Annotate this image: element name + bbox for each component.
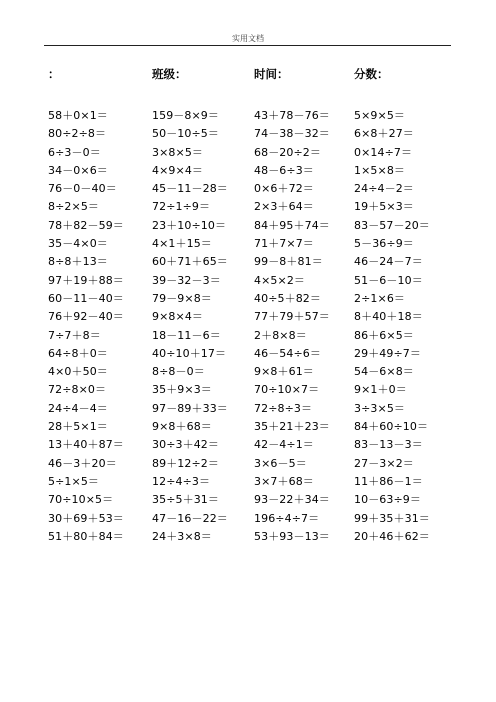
math-problem: 97－89＋33＝ [152,401,228,415]
math-problem: 60－11－40＝ [48,291,124,305]
math-problem: 99－8＋81＝ [254,255,323,269]
math-problem: 9×1＋0＝ [354,383,407,397]
math-problem: 89＋12÷2＝ [152,456,220,470]
problem-row [0,308,496,326]
math-problem: 30＋69＋53＝ [48,511,124,525]
class-field-label: 班级： [152,67,187,81]
math-problem: 3×7＋68＝ [254,474,314,488]
math-problem: 0×14÷7＝ [354,145,413,159]
math-problem: 50－10÷5＝ [152,127,220,141]
math-problem: 27－3×2＝ [354,456,414,470]
math-problem: 20＋46＋62＝ [354,529,430,543]
math-problem: 9×8＋61＝ [254,365,314,379]
math-problem: 84＋95＋74＝ [254,218,330,232]
math-problem: 23＋10÷10＝ [152,218,227,232]
header-rule [44,45,451,46]
math-problem: 35÷5＋31＝ [152,493,220,507]
math-problem: 68－20÷2＝ [254,145,322,159]
problem-row [0,345,496,363]
problem-row [0,272,496,290]
math-problem: 42－4÷1＝ [254,438,314,452]
page-header: 实用文档 [232,34,264,43]
problem-row [0,491,496,509]
math-problem: 54－6×8＝ [354,365,414,379]
math-problem: 46－54÷6＝ [254,346,322,360]
math-problem: 30÷3＋42＝ [152,438,220,452]
math-problem: 86＋6×5＝ [354,328,414,342]
math-problem: 84＋60÷10＝ [354,420,429,434]
math-problem: 72÷8×0＝ [48,383,107,397]
problem-row [0,217,496,235]
math-problem: 74－38－32＝ [254,127,330,141]
math-problem: 76＋92－40＝ [48,310,124,324]
time-field-label: 时间： [254,67,289,81]
math-problem: 7÷7＋8＝ [48,328,101,342]
problem-row [0,253,496,271]
math-problem: 9×8＋68＝ [152,420,212,434]
math-problem: 4×1＋15＝ [152,237,212,251]
math-problem: 24÷4－2＝ [354,182,414,196]
math-problem: 5－36÷9＝ [354,237,414,251]
problem-grid [0,107,496,546]
math-problem: 196÷4÷7＝ [254,511,320,525]
math-problem: 70÷10×5＝ [48,493,114,507]
problem-row [0,107,496,125]
math-problem: 2÷1×6＝ [354,291,406,305]
math-problem: 3÷3×5＝ [354,401,406,415]
math-problem: 78＋82－59＝ [48,218,124,232]
math-problem: 2＋8×8＝ [254,328,307,342]
problem-row [0,327,496,345]
math-problem: 8÷8－0＝ [152,365,205,379]
math-problem: 11＋86－1＝ [354,474,423,488]
math-problem: 45－11－28＝ [152,182,228,196]
math-problem: 6×8＋27＝ [354,127,414,141]
math-problem: 13＋40＋87＝ [48,438,124,452]
score-field-label: 分数： [354,67,389,81]
math-problem: 79－9×8＝ [152,291,212,305]
math-problem: 3×8×5＝ [152,145,204,159]
problem-row [0,455,496,473]
math-problem: 70÷10×7＝ [254,383,320,397]
worksheet-fields [0,67,496,81]
problem-row [0,510,496,528]
math-problem: 47－16－22＝ [152,511,228,525]
math-problem: 9×8×4＝ [152,310,204,324]
math-problem: 2×3＋64＝ [254,200,314,214]
math-problem: 51－6－10＝ [354,273,423,287]
math-problem: 29＋49÷7＝ [354,346,422,360]
math-problem: 4×9×4＝ [152,163,204,177]
math-problem: 10－63÷9＝ [354,493,422,507]
math-problem: 40÷10＋17＝ [152,346,227,360]
math-problem: 18－11－6＝ [152,328,221,342]
math-problem: 159－8×9＝ [152,109,220,122]
math-problem: 4×0＋50＝ [48,365,108,379]
math-problem: 71＋7×7＝ [254,237,314,251]
problem-row [0,400,496,418]
math-problem: 1×5×8＝ [354,163,406,177]
math-problem: 72÷8÷3＝ [254,401,313,415]
math-problem: 93－22＋34＝ [254,493,330,507]
problem-row [0,125,496,143]
math-problem: 5÷1×5＝ [48,474,100,488]
math-problem: 39－32－3＝ [152,273,221,287]
math-problem: 5×9×5＝ [354,109,406,122]
math-problem: 6÷3－0＝ [48,145,101,159]
problem-row [0,290,496,308]
problem-row [0,363,496,381]
problem-row [0,381,496,399]
math-problem: 76－0－40＝ [48,182,117,196]
problem-row [0,436,496,454]
math-problem: 83－57－20＝ [354,218,430,232]
math-problem: 46－24－7＝ [354,255,423,269]
math-problem: 77＋79＋57＝ [254,310,330,324]
math-problem: 48－6÷3＝ [254,163,314,177]
math-problem: 99＋35＋31＝ [354,511,430,525]
math-problem: 46－3＋20＝ [48,456,117,470]
math-problem: 8＋40＋18＝ [354,310,423,324]
math-problem: 51＋80＋84＝ [48,529,124,543]
problem-row [0,144,496,162]
math-problem: 83－13－3＝ [354,438,423,452]
math-problem: 64÷8＋0＝ [48,346,108,360]
math-problem: 24＋3×8＝ [152,529,212,543]
problem-row [0,418,496,436]
math-problem: 19＋5×3＝ [354,200,414,214]
math-problem: 8÷2×5＝ [48,200,100,214]
math-problem: 34－0×6＝ [48,163,108,177]
math-problem: 35＋21＋23＝ [254,420,330,434]
math-problem: 28＋5×1＝ [48,420,108,434]
math-problem: 40÷5＋82＝ [254,291,322,305]
problem-row [0,473,496,491]
math-problem: 43＋78－76＝ [254,109,330,122]
math-problem: 60＋71＋65＝ [152,255,228,269]
math-problem: 97＋19＋88＝ [48,273,124,287]
math-problem: 58＋0×1＝ [48,109,108,122]
problem-row [0,180,496,198]
math-problem: 35＋9×3＝ [152,383,212,397]
problem-row [0,198,496,216]
math-problem: 35－4×0＝ [48,237,108,251]
math-problem: 3×6－5＝ [254,456,307,470]
math-problem: 0×6＋72＝ [254,182,314,196]
name-field-label: ： [48,67,60,81]
problem-row [0,162,496,180]
math-problem: 80÷2÷8＝ [48,127,107,141]
math-problem: 53＋93－13＝ [254,529,330,543]
math-problem: 8÷8＋13＝ [48,255,108,269]
math-problem: 72÷1÷9＝ [152,200,211,214]
math-problem: 24÷4－4＝ [48,401,108,415]
problem-row [0,235,496,253]
math-problem: 12÷4÷3＝ [152,474,211,488]
problem-row [0,528,496,546]
math-problem: 4×5×2＝ [254,273,306,287]
